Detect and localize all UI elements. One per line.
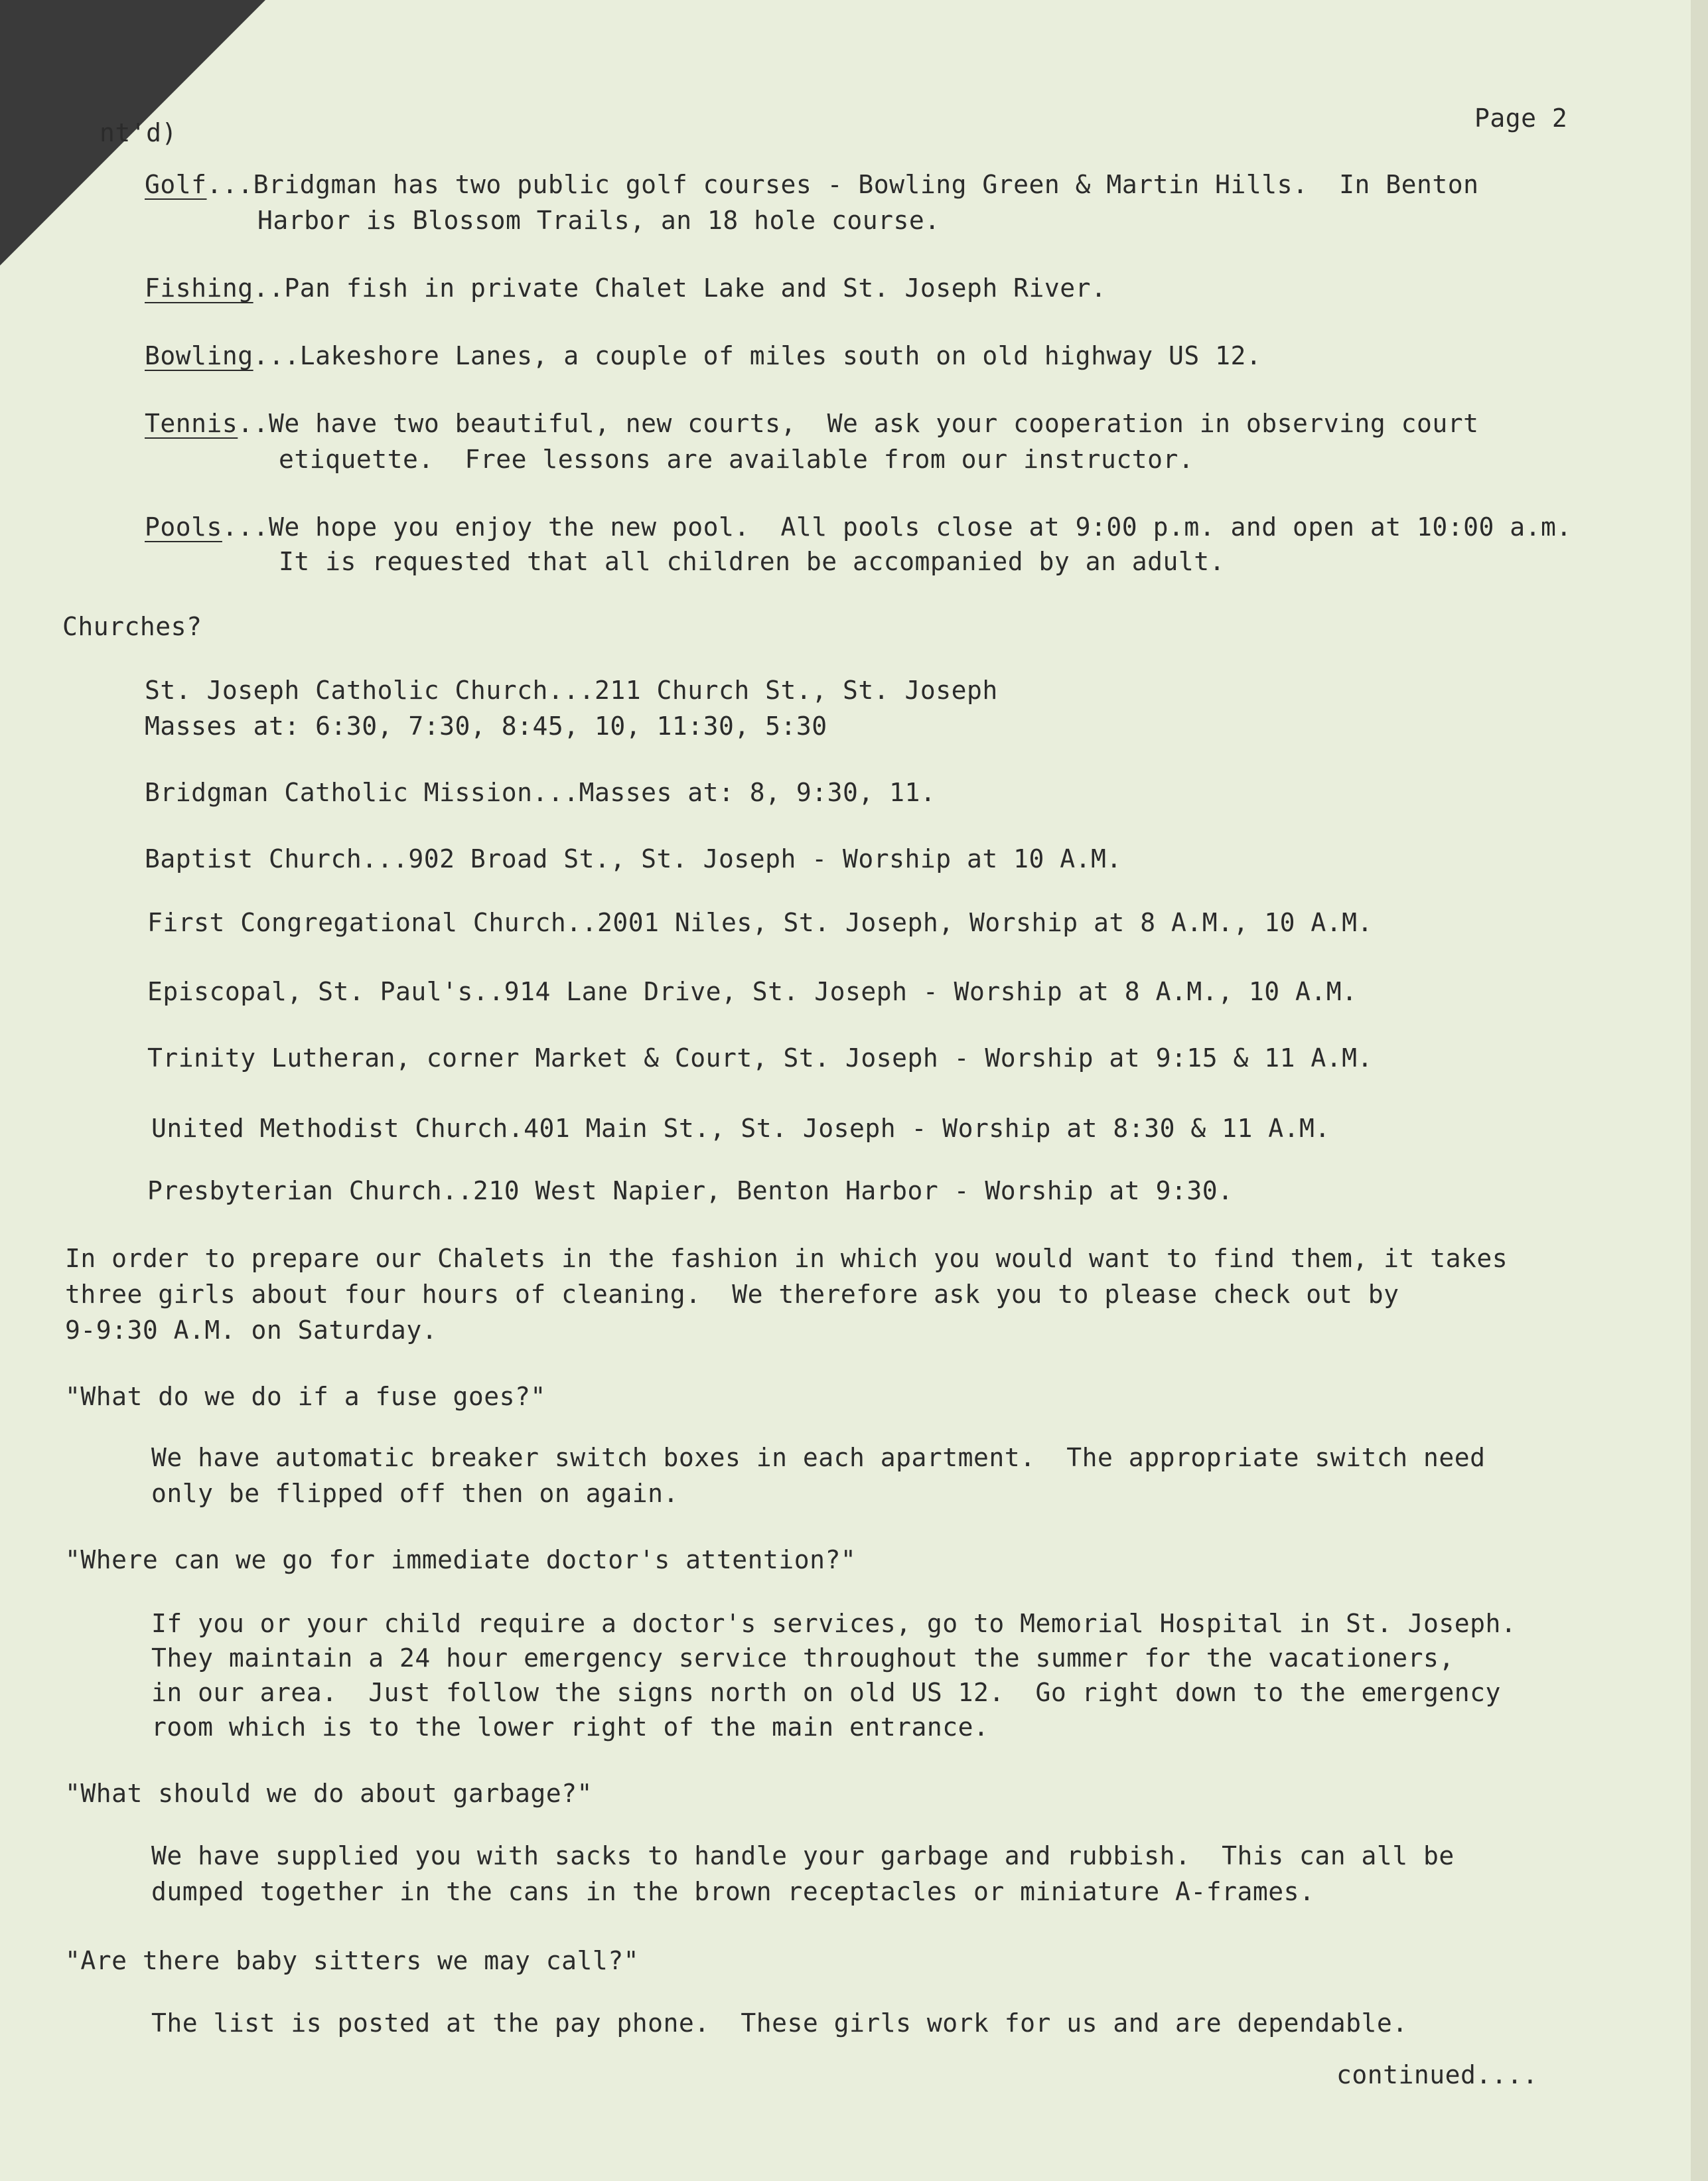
faq-answer-line: We have supplied you with sacks to handle your garbage and rubbish. This can all be: [151, 1841, 1455, 1870]
church-line: Masses at: 6:30, 7:30, 8:45, 10, 11:30, 5:30: [145, 712, 827, 741]
church-line: Bridgman Catholic Mission...Masses at: 8, 9:30, 11.: [145, 778, 936, 807]
activity-text: ..Pan fish in private Chalet Lake and St. Joseph River.: [253, 273, 1107, 303]
activity-text-cont: It is requested that all children be accompanied by an adult.: [279, 547, 1226, 576]
page-edge: [1691, 0, 1708, 2181]
activity-pools: [145, 508, 1572, 546]
activity-text: ...We hope you enjoy the new pool. All pools close at 9:00 p.m. and open at 10:00 a.m.: [222, 512, 1572, 542]
checkout-line: In order to prepare our Chalets in the fashion in which you would want to find them, it takes: [65, 1244, 1508, 1273]
church-line: Baptist Church...902 Broad St., St. Joseph - Worship at 10 A.M.: [145, 844, 1122, 873]
faq-question: "What should we do about garbage?": [65, 1779, 593, 1808]
activity-bowling: [145, 337, 1261, 374]
activity-heading: Bowling: [145, 341, 253, 370]
faq-question: "Where can we go for immediate doctor's attention?": [65, 1545, 857, 1574]
church-line: First Congregational Church..2001 Niles, St. Joseph, Worship at 8 A.M., 10 A.M.: [147, 908, 1373, 937]
activity-heading: Tennis: [145, 409, 238, 438]
checkout-line: 9-9:30 A.M. on Saturday.: [65, 1316, 438, 1345]
churches-heading: Churches?: [62, 612, 202, 641]
faq-answer-line: If you or your child require a doctor's services, go to Memorial Hospital in St. Joseph.: [151, 1609, 1517, 1638]
continued-footer: continued....: [1336, 2060, 1538, 2089]
page-number: Page 2: [1474, 104, 1568, 133]
faq-answer-line: in our area. Just follow the signs north on old US 12. Go right down to the emergency: [151, 1678, 1501, 1707]
activity-text: ...Bridgman has two public golf courses - Bowling Green & Martin Hills. In Benton: [206, 170, 1479, 199]
activity-text-cont: etiquette. Free lessons are available from our instructor.: [279, 445, 1194, 474]
continued-label: nt'd): [100, 118, 177, 147]
activity-fishing: [145, 269, 1106, 307]
faq-answer-line: We have automatic breaker switch boxes in each apartment. The appropriate switch need: [151, 1443, 1486, 1472]
faq-answer-line: The list is posted at the pay phone. These girls work for us and are dependable.: [151, 2008, 1408, 2038]
church-line: Episcopal, St. Paul's..914 Lane Drive, St. Joseph - Worship at 8 A.M., 10 A.M.: [147, 977, 1358, 1006]
activity-text-cont: Harbor is Blossom Trails, an 18 hole course.: [257, 206, 940, 235]
activity-text: ...Lakeshore Lanes, a couple of miles south on old highway US 12.: [253, 341, 1262, 370]
church-line: Presbyterian Church..210 West Napier, Benton Harbor - Worship at 9:30.: [147, 1176, 1234, 1205]
activity-heading: Pools: [145, 512, 222, 542]
church-line: Trinity Lutheran, corner Market & Court, St. Joseph - Worship at 9:15 & 11 A.M.: [147, 1043, 1373, 1073]
church-line: St. Joseph Catholic Church...211 Church St., St. Joseph: [145, 676, 998, 705]
faq-answer-line: They maintain a 24 hour emergency service throughout the summer for the vacationers,: [151, 1643, 1455, 1673]
faq-answer-line: room which is to the lower right of the main entrance.: [151, 1712, 989, 1742]
checkout-line: three girls about four hours of cleaning. We therefore ask you to please check out by: [65, 1280, 1399, 1309]
church-line: United Methodist Church.401 Main St., St. Joseph - Worship at 8:30 & 11 A.M.: [151, 1114, 1330, 1143]
faq-question: "Are there baby sitters we may call?": [65, 1946, 639, 1975]
activity-heading: Golf: [145, 170, 207, 199]
activity-heading: Fishing: [145, 273, 253, 303]
faq-answer-line: dumped together in the cans in the brown receptacles or miniature A-frames.: [151, 1877, 1315, 1906]
faq-answer-line: only be flipped off then on again.: [151, 1479, 679, 1508]
faq-question: "What do we do if a fuse goes?": [65, 1382, 546, 1411]
activity-golf: [145, 166, 1479, 203]
activity-tennis: [145, 405, 1479, 442]
activity-text: ..We have two beautiful, new courts, We ask your cooperation in observing court: [238, 409, 1479, 438]
